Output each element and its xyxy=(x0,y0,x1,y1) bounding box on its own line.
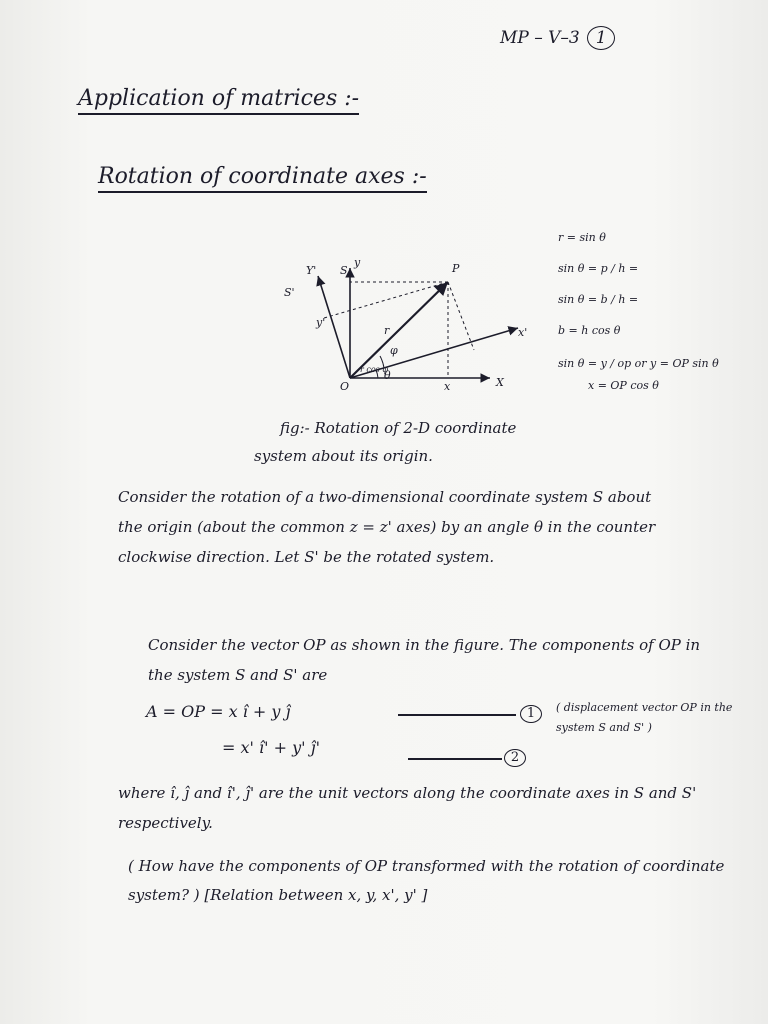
label-r: r xyxy=(384,324,390,337)
equation-number-1: 1 xyxy=(520,705,542,723)
side-note: sin θ = y / op or y = OP sin θ xyxy=(558,357,719,370)
heading-application: Application of matrices :- xyxy=(78,86,359,115)
side-notes xyxy=(558,222,748,396)
caption-line: system about its origin. xyxy=(254,447,433,465)
equation-2: = x' î' + y' ĵ' xyxy=(222,738,320,757)
dash-p-to-xprime xyxy=(448,282,474,350)
figure-caption xyxy=(254,414,516,470)
heading-rotation: Rotation of coordinate axes :- xyxy=(98,164,427,193)
paragraph-unit-vectors: where î, ĵ and î', ĵ' are the unit vectors along the coordinate axes in S and S' respectively. xyxy=(118,784,697,832)
page-label xyxy=(500,26,615,50)
label-x-axis: X xyxy=(496,376,504,389)
page-number-circle: 1 xyxy=(587,26,615,50)
label-y-prime: Y' xyxy=(306,264,317,277)
side-note: r = sin θ xyxy=(558,231,606,244)
paragraph-vector: Consider the vector OP as shown in the figure. The components of OP in the system S and S' are xyxy=(148,636,701,684)
side-note: sin θ = b / h = xyxy=(558,293,639,306)
label-y-small: y' xyxy=(316,316,326,329)
side-note: b = h cos θ xyxy=(558,324,621,337)
side-note: sin θ = p / h = xyxy=(558,262,639,275)
equation-2-line xyxy=(408,758,502,760)
equation-1: A = OP = x î + y ĵ xyxy=(146,702,291,721)
caption-line: fig:- Rotation of 2-D coordinate xyxy=(280,419,517,437)
rotation-figure xyxy=(272,246,542,406)
label-p: P xyxy=(452,262,460,275)
side-note: x = OP cos θ xyxy=(588,379,659,392)
label-x-small: x xyxy=(444,380,451,393)
equation-number-2: 2 xyxy=(504,749,526,767)
label-origin: O xyxy=(340,380,350,393)
label-theta: θ xyxy=(384,369,391,382)
label-rcos: r cos φ xyxy=(360,365,388,374)
label-y: y xyxy=(354,256,361,269)
equation-1-line xyxy=(398,714,516,716)
label-phi: φ xyxy=(390,344,398,357)
page-label-text: MP – V–3 xyxy=(500,28,580,48)
paragraph-question: ( How have the components of OP transformed with the rotation of coordinate system? ) [Relation between x, y, x', y' ] xyxy=(128,857,725,904)
label-x-prime: x' xyxy=(518,326,528,339)
paragraph-rotation: Consider the rotation of a two-dimensional coordinate system S about the origin (about the common z = z' axes) by an angle θ in the counter clockwise direction. Let S' be the rotated system. xyxy=(118,488,656,566)
label-s-prime: S' xyxy=(284,286,295,299)
equation-note: ( displacement vector OP in the system S and S' ) xyxy=(556,701,733,734)
label-s: S xyxy=(340,264,348,277)
